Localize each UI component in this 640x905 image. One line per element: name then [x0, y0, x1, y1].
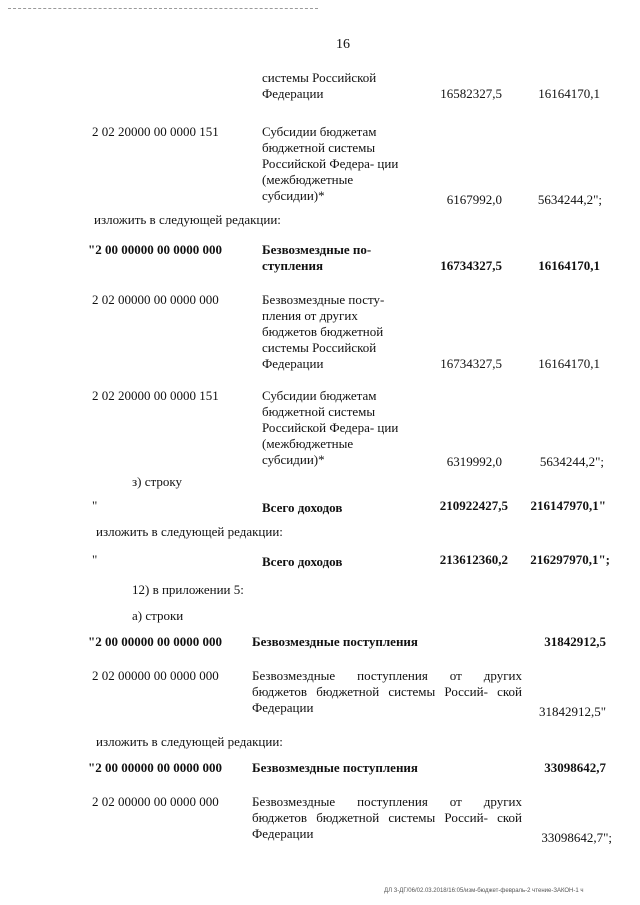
row-quote-6: "	[92, 498, 98, 513]
row-value-4b: 16164170,1	[538, 356, 600, 371]
row-desc-1: системы Российской Федерации	[262, 70, 377, 101]
row-desc-8: Безвозмездные поступления	[252, 634, 418, 649]
row-value-2b: 5634244,2";	[537, 192, 602, 207]
row-value-9: 31842912,5"	[538, 704, 606, 719]
row-value-11: 33098642,7";	[541, 830, 612, 845]
row-value-3b: 16164170,1	[538, 258, 600, 273]
note-edit-2: изложить в следующей редакции:	[96, 524, 283, 539]
row-code-3: "2 00 00000 00 0000 000	[88, 242, 222, 257]
row-value-4a: 16734327,5	[440, 356, 502, 371]
row-value-7a: 213612360,2	[439, 552, 508, 567]
row-code-4: 2 02 00000 00 0000 000	[92, 292, 219, 307]
note-lines: а) строки	[132, 608, 184, 623]
note-edit-3: изложить в следующей редакции:	[96, 734, 283, 749]
row-value-2a: 6167992,0	[446, 192, 502, 207]
row-desc-11: Безвозмездные поступления от других бюджетов бюджетной системы Россий- ской Федерации	[252, 794, 522, 841]
row-value-6b: 216147970,1"	[530, 498, 606, 513]
scan-top-line	[8, 8, 318, 9]
row-quote-7: "	[92, 552, 98, 567]
row-code-10: "2 00 00000 00 0000 000	[88, 760, 222, 775]
row-value-5b: 5634244,2";	[539, 454, 604, 469]
row-code-11: 2 02 00000 00 0000 000	[92, 794, 219, 809]
row-value-7b: 216297970,1";	[530, 552, 610, 567]
row-value-10: 33098642,7	[544, 760, 606, 775]
row-value-6a: 210922427,5	[439, 498, 508, 513]
row-code-5: 2 02 20000 00 0000 151	[92, 388, 219, 403]
row-value-8: 31842912,5	[544, 634, 606, 649]
row-desc-6: Всего доходов	[262, 500, 343, 515]
note-appendix: 12) в приложении 5:	[132, 582, 244, 597]
row-value-1a: 16582327,5	[440, 86, 502, 101]
row-desc-9: Безвозмездные поступления от других бюджетов бюджетной системы Россий- ской Федерации	[252, 668, 522, 715]
row-code-9: 2 02 00000 00 0000 000	[92, 668, 219, 683]
row-value-5a: 6319992,0	[446, 454, 502, 469]
row-desc-4: Безвозмездные посту- пления от других бюджетов бюджетной системы Российской Федерации	[262, 292, 385, 371]
row-desc-3: Безвозмездные по- ступления	[262, 242, 372, 273]
row-value-3a: 16734327,5	[440, 258, 502, 273]
row-desc-7: Всего доходов	[262, 554, 343, 569]
row-desc-5: Субсидии бюджетам бюджетной системы Российской Федера- ции (межбюджетные субсидии)*	[262, 388, 399, 467]
row-code-2: 2 02 20000 00 0000 151	[92, 124, 219, 139]
row-code-8: "2 00 00000 00 0000 000	[88, 634, 222, 649]
row-value-1b: 16164170,1	[538, 86, 600, 101]
row-desc-10: Безвозмездные поступления	[252, 760, 418, 775]
document-footer: ДЛ З-ДГ/06/02.03.2018/16:05/изм-бюджет-февраль-2 чтение-ЗАКОН-1 ч	[384, 888, 584, 894]
row-desc-2: Субсидии бюджетам бюджетной системы Российской Федера- ции (межбюджетные субсидии)*	[262, 124, 399, 203]
note-edit-1: изложить в следующей редакции:	[94, 212, 281, 227]
note-line: з) строку	[132, 474, 182, 489]
page-number: 16	[336, 37, 350, 52]
